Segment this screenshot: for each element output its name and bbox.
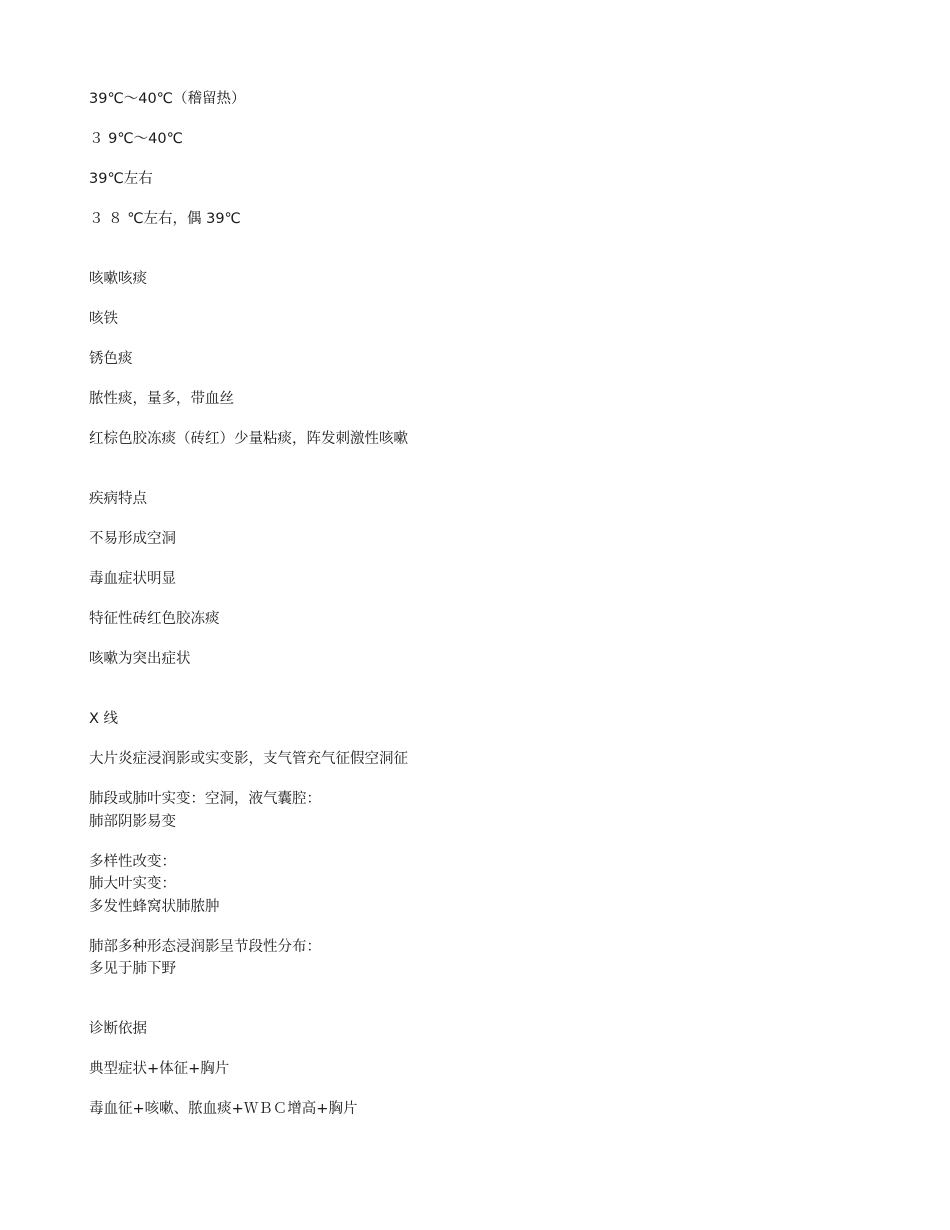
xray-item-3-line-2: 肺大叶实变： [89,876,176,892]
cough-item-1: 咳铁 [89,311,118,327]
xray-item-1: 大片炎症浸润影或实变影，支气管充气征假空洞征 [89,751,408,767]
cough-heading: 咳嗽咳痰 [89,271,147,287]
fever-section [89,88,909,231]
fever-item-3: 39℃左右 [89,171,153,187]
diagnosis-section [89,1018,909,1121]
features-item-3: 特征性砖红色胶冻痰 [89,611,220,627]
xray-item-3-line-3: 多发性蜂窝状肺脓肿 [89,898,220,915]
xray-item-2 [89,788,909,833]
fever-item-1: 39℃～40℃（稽留热） [89,91,246,107]
fever-item-4: ３ ８ ℃左右，偶 39℃ [89,211,241,227]
cough-section [89,268,909,451]
xray-item-4-line-2: 多见于肺下野 [89,961,176,977]
xray-heading: X 线 [89,711,119,727]
diagnosis-item-2: 毒血征+咳嗽、脓血痰+ＷＢＣ增高+胸片 [89,1101,358,1117]
document-page [89,88,909,1121]
features-item-2: 毒血症状明显 [89,571,176,587]
xray-item-4-line-1: 肺部多种形态浸润影呈节段性分布： [89,938,321,955]
features-section [89,488,909,671]
diagnosis-heading: 诊断依据 [89,1021,147,1037]
cough-item-2: 锈色痰 [89,351,133,367]
cough-item-3: 脓性痰，量多，带血丝 [89,391,234,407]
cough-item-4: 红棕色胶冻痰（砖红）少量粘痰，阵发刺激性咳嗽 [89,431,408,447]
features-item-4: 咳嗽为突出症状 [89,651,191,667]
features-item-1: 不易形成空洞 [89,531,176,547]
xray-item-3 [89,851,909,919]
xray-item-2-line-2: 肺部阴影易变 [89,813,176,830]
xray-item-4 [89,936,909,981]
xray-item-3-line-1: 多样性改变： [89,853,176,870]
xray-item-2-line-1: 肺段或肺叶实变：空洞，液气囊腔： [89,791,321,807]
diagnosis-item-1: 典型症状+体征+胸片 [89,1061,230,1077]
features-heading: 疾病特点 [89,491,147,507]
xray-section [89,708,909,981]
fever-item-2: ３ 9℃～40℃ [89,131,183,147]
